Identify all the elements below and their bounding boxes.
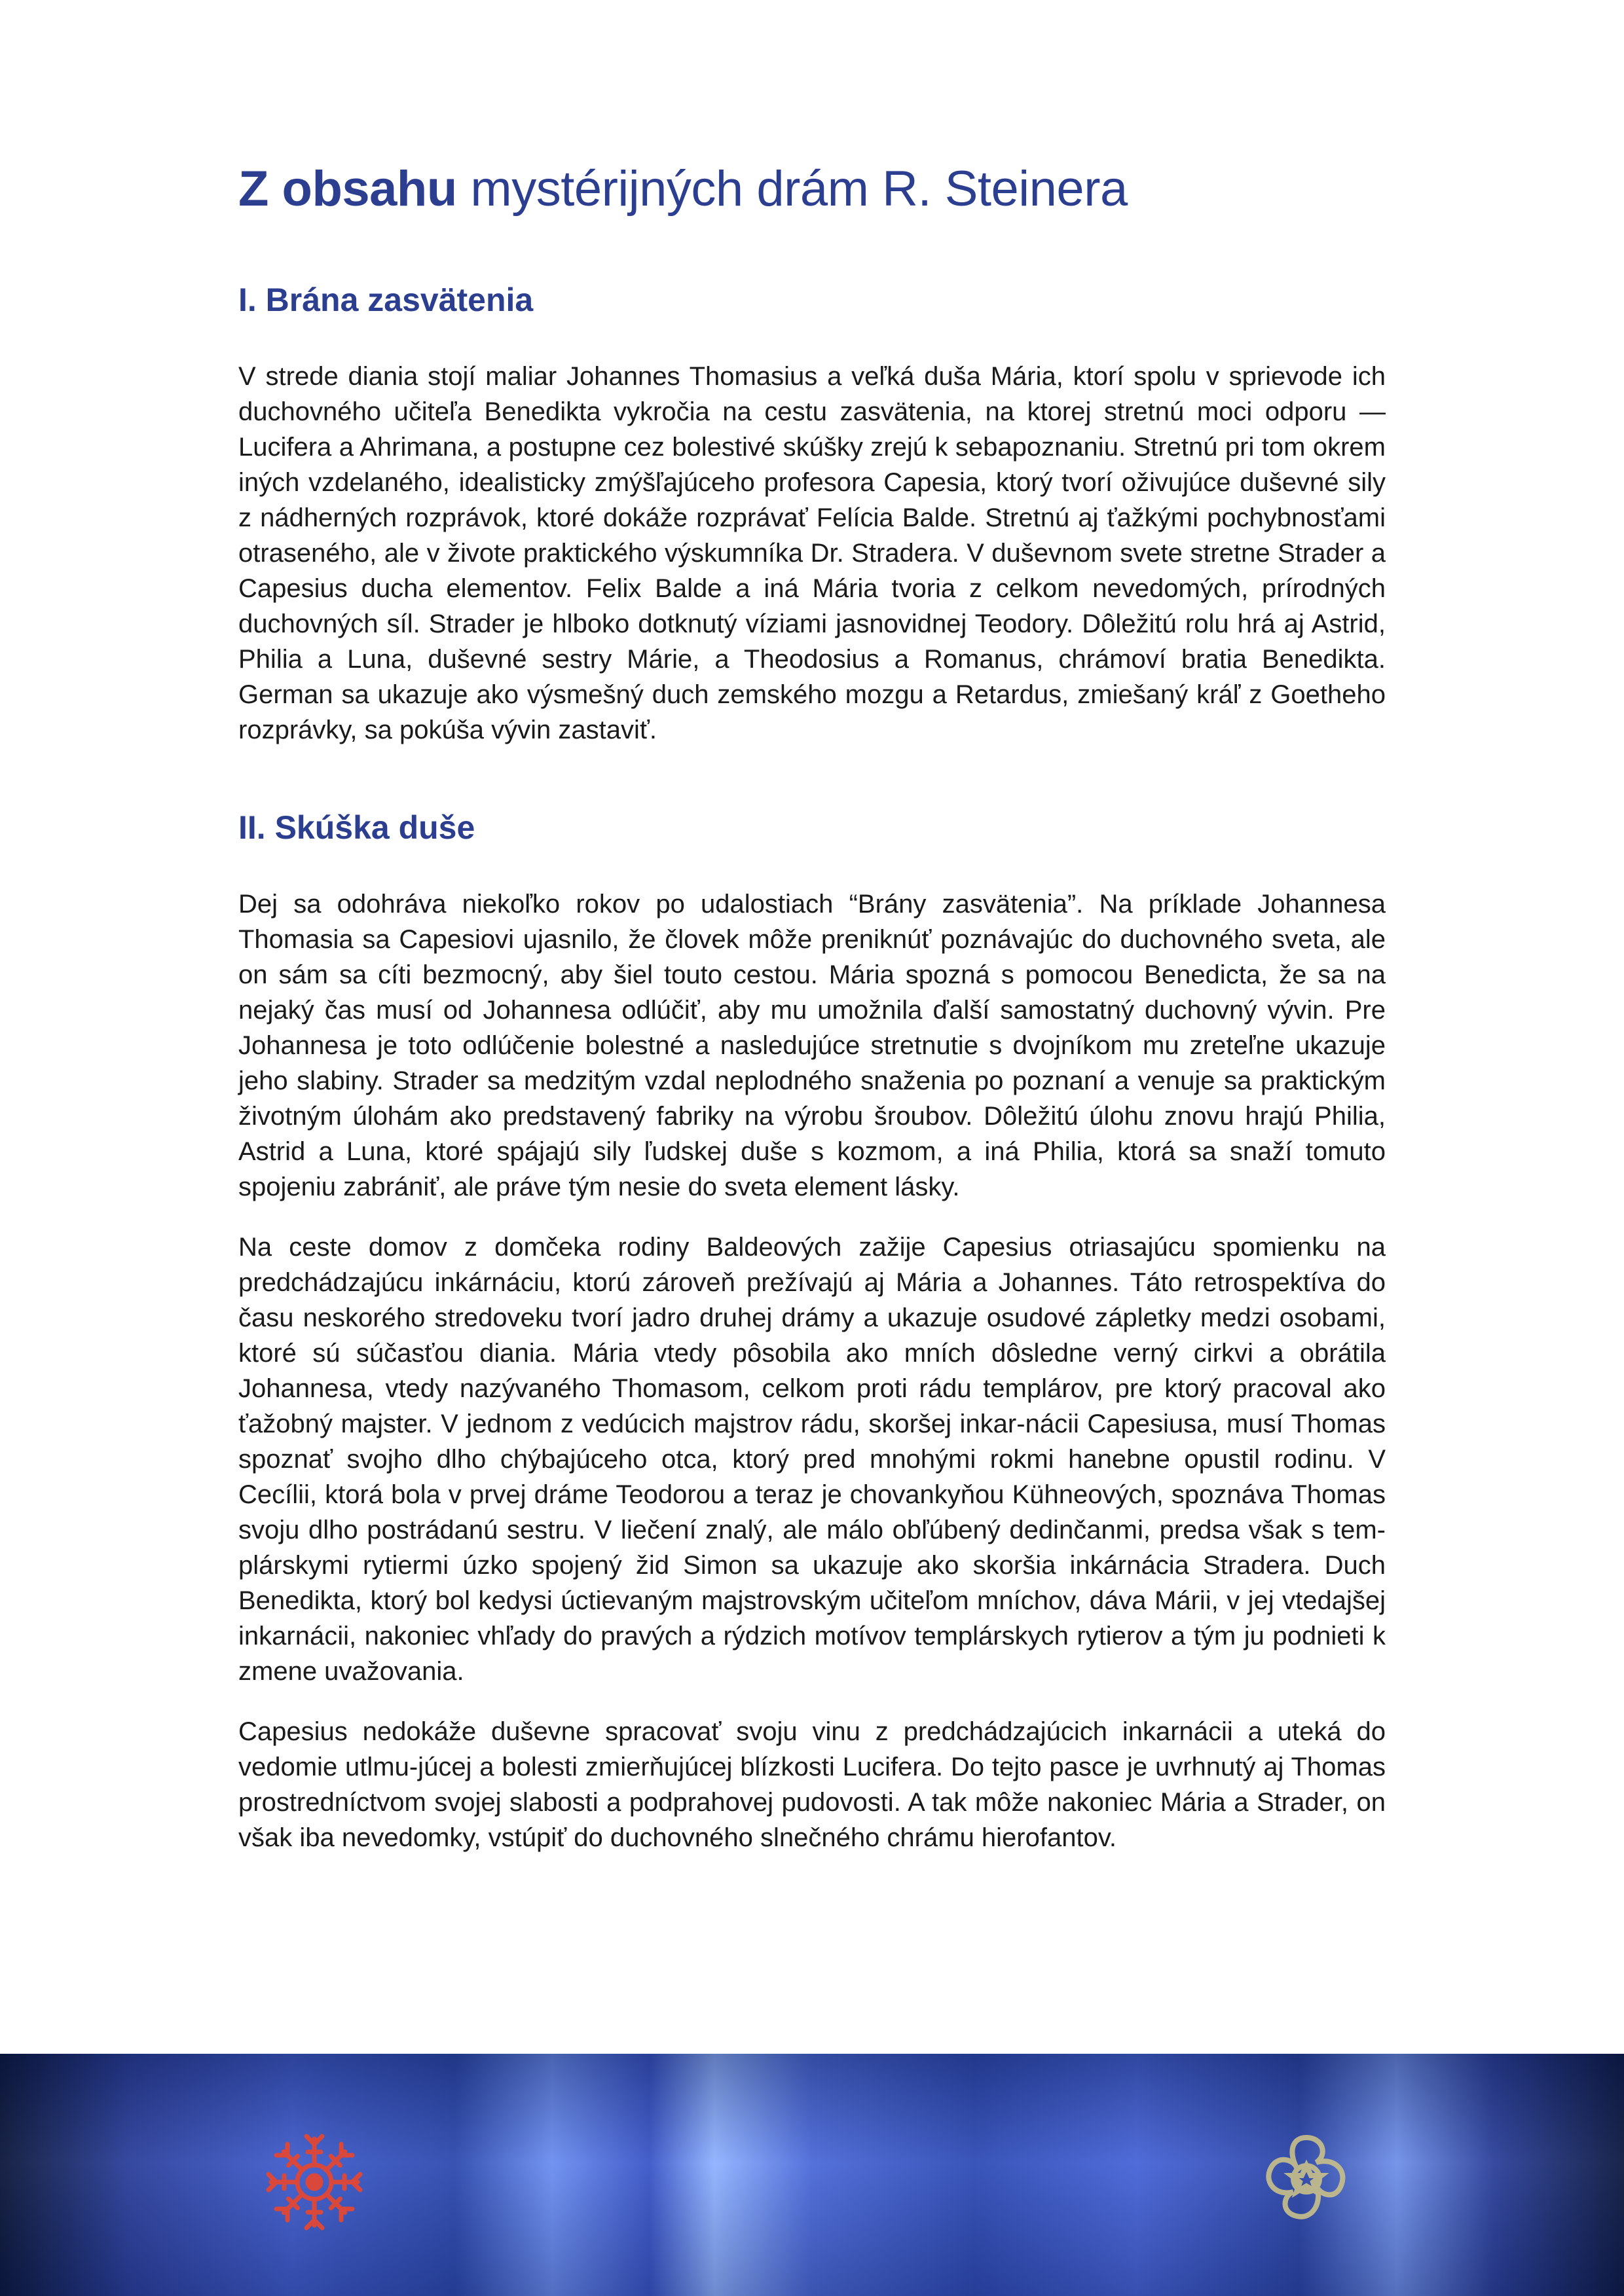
gold-seal-emblem-icon [1251, 2123, 1362, 2234]
footer-banner [0, 2054, 1624, 2296]
section-paragraph: V strede diania stojí maliar Johannes Thomasius a veľká duša Mária, ktorí spolu v sprievode ich duchovného učiteľa Benedikta vykročia na cestu zasvätenia, na ktorej stretnú moci odporu — Lucifera a Ahrimana, a postupne cez bolestivé skúšky zrejú k sebapoznaniu. Stretnú pri tom okrem iných vzdelaného, idealisticky zmýšľajúceho profesora Capesia, ktorý tvorí oživujúce duševné sily z nádherných rozprávok, ktoré dokáže rozprávať Felícia Balde. Stretnú aj ťažkými pochybnosťami otraseného, ale v živote praktického výskumníka Dr. Stradera. V duševnom svete stretne Strader a Capesius ducha elementov. Felix Balde a iná Mária tvoria z celkom nevedomých, prírodných duchovných síl. Strader je hlboko dotknutý víziami jasnovidnej Teodory. Dôležitú rolu hrá aj Astrid, Philia a Luna, duševné sestry Márie, a Theodosius a Romanus, chrámoví bratia Benedikta. German sa ukazuje ako výsmešný duch zemského mozgu a Retardus, zmiešaný kráľ z Goetheho rozprávky, sa pokúša vývin zastaviť. [238, 362, 1386, 744]
page-title [238, 160, 1386, 218]
document-body [238, 160, 1386, 1855]
section-2 [238, 808, 1386, 1855]
page-title-bold: Z obsahu [238, 161, 457, 217]
section-paragraph: Dej sa odohráva niekoľko rokov po udalostiach “Brány zasvätenia”. Na príklade Johannesa Thomasia sa Capesiovi ujasnilo, že človek môže preniknúť poznávajúc do duchovného sveta, ale on sám sa cíti bezmocný, aby šiel touto cestou. Mária spozná s pomocou Benedicta, že sa na nejaký čas musí od Johannesa odlúčiť, aby mu umožnila ďalší samostatný duchovný vývin. Pre Johannesa je toto odlúčenie bolestné a nasledujúce stretnutie s dvojníkom mu zreteľne ukazuje jeho slabiny. Strader sa medzitým vzdal neplodného snaženia po poznaní a venuje sa praktickým životným úlohám ako predstavený fabriky na výrobu šroubov. Dôležitú úlohu znovu hrajú Philia, Astrid a Luna, ktoré spájajú sily ľudskej duše s kozmom, a iná Philia, ktorá sa snaží tomuto spojeniu zabrániť, ale práve tým nesie do sveta element lásky. [238, 890, 1386, 1201]
footer-sheen [0, 2054, 1624, 2296]
section-paragraph: Na ceste domov z domčeka rodiny Baldeových zažije Capesius otriasajúcu spomienku na predchádzajúcu inkárnáciu, ktorú zároveň prežívajú aj Mária a Johannes. Táto retrospektíva do času neskorého stredoveku tvorí jadro druhej drámy a ukazuje osudové zápletky medzi osobami, ktoré sú súčasťou diania. Mária vtedy pôsobila ako mních dôsledne verný cirkvi a obrátila Johannesa, vtedy nazývaného Thomasom, celkom proti rádu templárov, pre ktorý pracoval ako ťažobný majster. V jednom z vedúcich majstrov rádu, skoršej inkar-nácii Capesiusa, musí Thomas spoznať svojho dlho chýbajúceho otca, ktorý pred mnohými rokmi hanebne opustil rodinu. V Cecílii, ktorá bola v prvej dráme Teodorou a teraz je chovankyňou Kühneových, spoznáva Thomas svoju dlho postrádanú sestru. V liečení znalý, ale málo obľúbený dedinčanmi, predsa však s tem-plárskymi rytiermi úzko spojený žid Simon sa ukazuje ako skoršia inkárnácia Stradera. Duch Benedikta, ktorý bol kedysi úctievaným majstrovským učiteľom mníchov, dáva Márii, v jej vtedajšej inkarnácii, nakoniec vhľady do pravých a rýdzich motívov templárskych rytierov a tým ju podnieti k zmene uvažovania. [238, 1233, 1386, 1686]
section-1 [238, 280, 1386, 748]
section-heading: II. Skúška duše [238, 809, 475, 846]
section-paragraph: Capesius nedokáže duševne spracovať svoju vinu z predchádzajúcich inkarnácii a uteká do vedomie utlmu-júcej a bolesti zmierňujúcej blízkosti Lucifera. Do tejto pasce je uvrhnutý aj Thomas prostredníctvom svojej slabosti a podprahovej pudovosti. A tak môže nakoniec Mária a Strader, on však iba nevedomky, vstúpiť do duchovného slnečného chrámu hierofantov. [238, 1717, 1386, 1852]
section-heading: I. Brána zasvätenia [238, 282, 534, 318]
red-star-emblem-icon [262, 2130, 367, 2234]
page-title-rest: mystérijných drám R. Steinera [456, 161, 1128, 217]
